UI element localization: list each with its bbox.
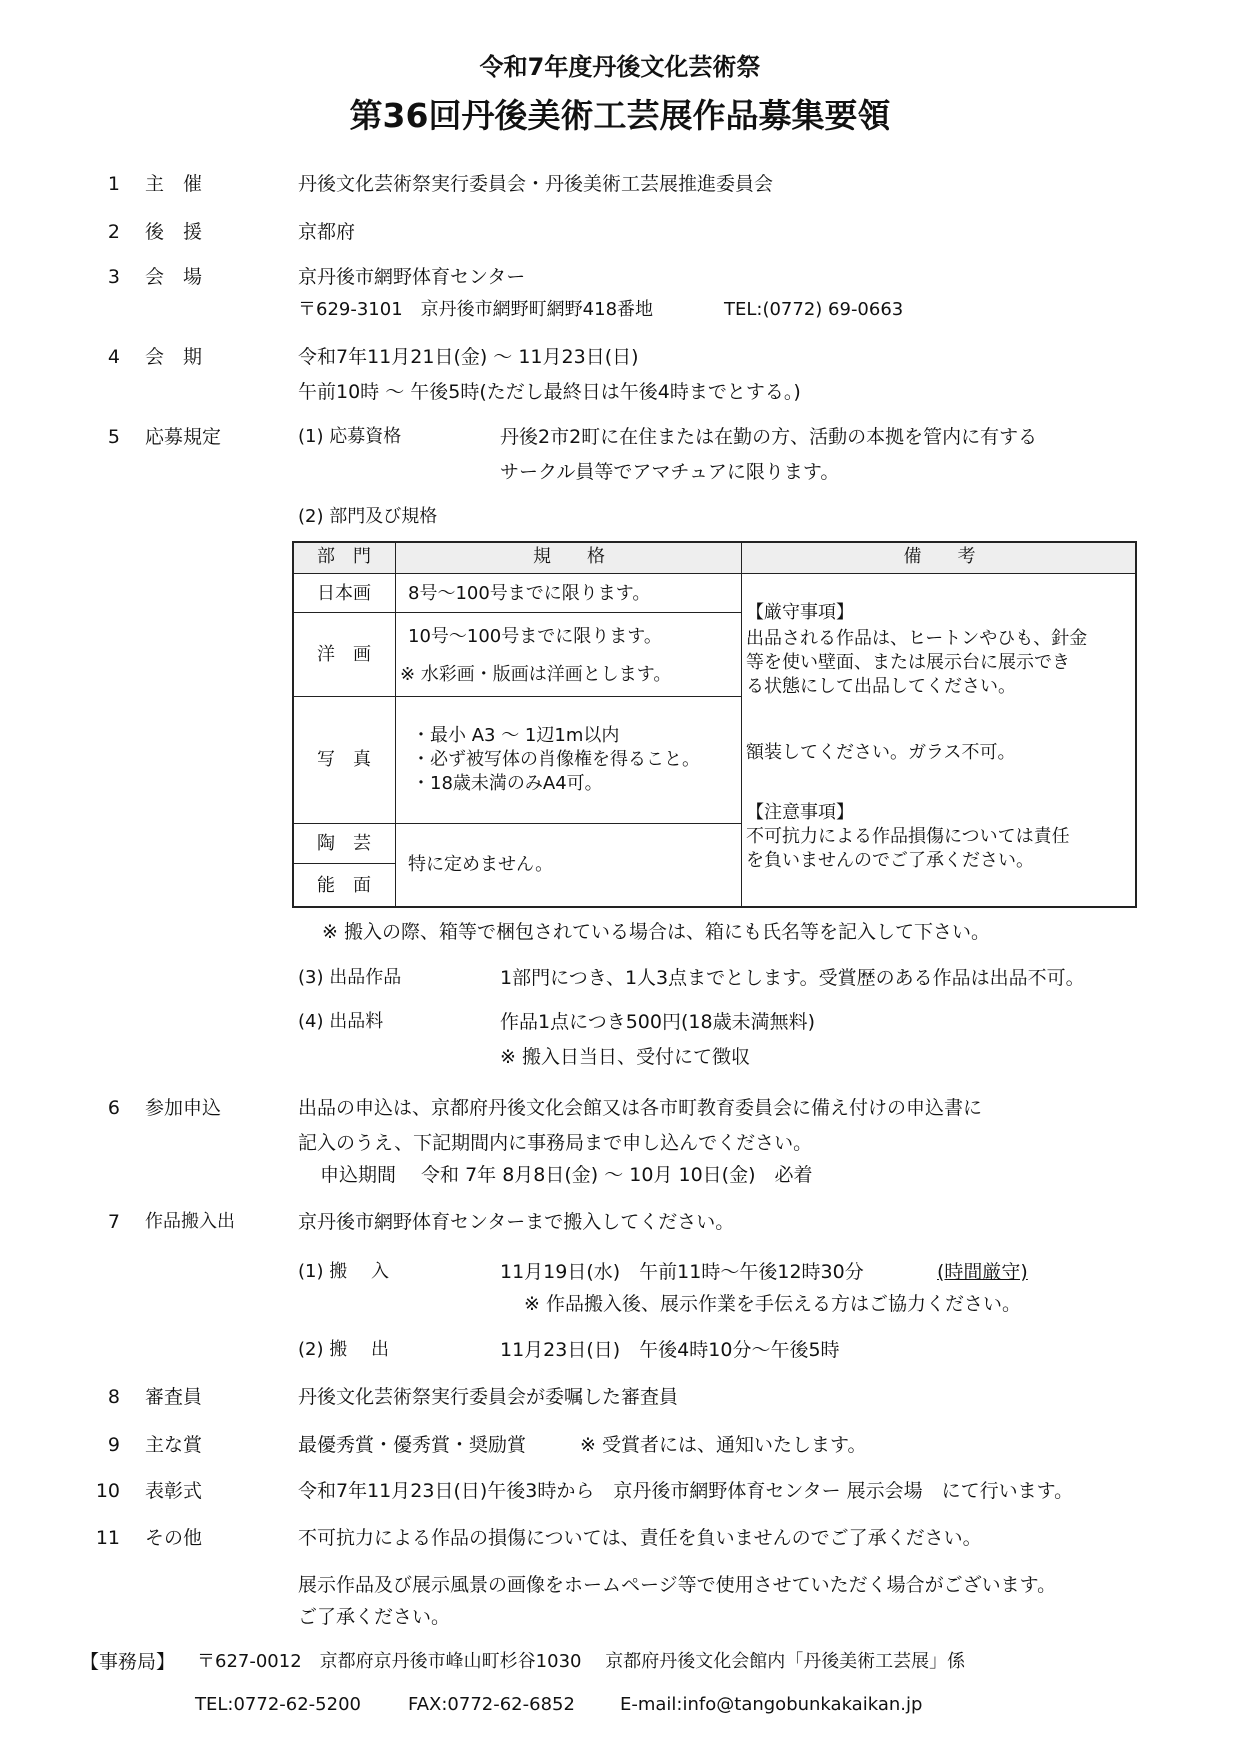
eligibility-label: (1) 応募資格 [298, 426, 402, 447]
spec-nihonga: 8号～100号までに限ります。 [408, 583, 651, 604]
packing-note: ※ 搬入の際、箱等で梱包されている場合は、箱にも氏名等を記入して下さい。 [322, 921, 990, 943]
application-text: 出品の申込は、京都府丹後文化会館又は各市町教育委員会に備え付けの申込書に [298, 1097, 983, 1119]
spec-photo-3: ・18歳未満のみA4可。 [412, 773, 603, 794]
office-label: 【事務局】 [80, 1651, 176, 1673]
remarks-strict-3: る状態にして出品してください。 [746, 676, 1016, 697]
item-label-delivery: 作品搬入出 [145, 1211, 235, 1232]
ceremony-text: 令和7年11月23日(日)午後3時から 京丹後市網野体育センター 展示会場 にて行います。 [298, 1480, 1074, 1502]
office-address: 〒627-0012 京都府京丹後市峰山町杉谷1030 京都府丹後文化会館内「丹後美術工芸展」係 [197, 1651, 966, 1672]
item-label-other: その他 [145, 1527, 203, 1549]
remarks-caution-1: 不可抗力による作品損傷については責任 [746, 826, 1070, 847]
spec-yoga: 10号～100号までに限ります。 [408, 626, 662, 647]
item-label-awards: 主な賞 [145, 1434, 203, 1456]
subtitle: 令和7年度丹後文化芸術祭 [479, 53, 761, 81]
fee-label: (4) 出品料 [298, 1011, 384, 1032]
delivery-in-strict: (時間厳守) [937, 1261, 1028, 1283]
fee-note: ※ 搬入日当日、受付にて徴収 [500, 1046, 750, 1068]
delivery-in-label: (1) 搬 入 [298, 1261, 389, 1282]
remarks-strict-1: 出品される作品は、ヒートンやひも、針金 [746, 628, 1088, 649]
entries-text: 1部門につき、1人3点までとします。受賞歴のある作品は出品不可。 [500, 967, 1085, 989]
spec-photo-1: ・最小 A3 ～ 1辺1m以内 [412, 725, 620, 746]
fee-text: 作品1点につき500円(18歳未満無料) [500, 1011, 815, 1033]
eligibility-text: 丹後2市2町に在住または在勤の方、活動の本拠を管内に有する [500, 426, 1038, 448]
item-text-host: 丹後文化芸術祭実行委員会・丹後美術工芸展推進委員会 [298, 173, 774, 195]
item-label-judges: 審査員 [145, 1386, 203, 1408]
item-number: 11 [95, 1527, 120, 1549]
item-number: 3 [107, 266, 120, 288]
item-label-application: 参加申込 [145, 1097, 222, 1119]
dept-nihonga: 日本画 [317, 583, 371, 604]
item-text-venue: 京丹後市網野体育センター [298, 266, 526, 288]
delivery-text: 京丹後市網野体育センターまで搬入してください。 [298, 1211, 735, 1233]
spec-no-rule: 特に定めません。 [408, 854, 554, 875]
table-header-dept: 部 門 [317, 546, 371, 567]
dept-noh: 能 面 [317, 875, 371, 896]
item-number: 1 [107, 173, 120, 195]
remarks-frame: 額装してください。ガラス不可。 [746, 742, 1016, 763]
item-number: 9 [107, 1434, 120, 1456]
eligibility-text-2: サークル員等でアマチュアに限ります。 [500, 461, 840, 483]
other-text: 不可抗力による作品の損傷については、責任を負いませんのでご了承ください。 [298, 1527, 982, 1549]
categories-label: (2) 部門及び規格 [298, 506, 438, 527]
delivery-in-note: ※ 作品搬入後、展示作業を手伝える方はご協力ください。 [524, 1293, 1021, 1315]
awards-text: 最優秀賞・優秀賞・奨励賞 [298, 1434, 527, 1456]
venue-address: 〒629-3101 京丹後市網野町網野418番地 [298, 299, 654, 320]
other-text-3: ご了承ください。 [298, 1606, 451, 1628]
item-label-host: 主 催 [145, 173, 203, 195]
item-number: 4 [107, 346, 120, 368]
item-number: 5 [107, 426, 120, 448]
delivery-out-label: (2) 搬 出 [298, 1339, 389, 1360]
item-label-venue: 会 場 [145, 266, 203, 288]
dept-ceramics: 陶 芸 [317, 833, 371, 854]
spec-photo-2: ・必ず被写体の肖像権を得ること。 [412, 749, 700, 770]
item-label-rules: 応募規定 [145, 426, 222, 448]
dept-photo: 写 真 [317, 749, 371, 770]
page-title: 第36回丹後美術工芸展作品募集要領 [349, 96, 891, 135]
other-text-2: 展示作品及び展示風景の画像をホームページ等で使用させていただく場合がございます。 [298, 1574, 1057, 1596]
item-number: 7 [107, 1211, 120, 1233]
application-deadline: 申込期間 令和 7年 8月8日(金) ～ 10月 10日(金) 必着 [320, 1164, 813, 1186]
delivery-out-text: 11月23日(日) 午後4時10分～午後5時 [500, 1339, 840, 1361]
venue-tel: TEL:(0772) 69-0663 [724, 299, 904, 320]
remarks-strict-title: 【厳守事項】 [746, 602, 854, 623]
office-fax: FAX:0772-62-6852 [408, 1694, 575, 1715]
item-label-support: 後 援 [145, 221, 203, 243]
dept-yoga: 洋 画 [317, 644, 371, 665]
item-label-ceremony: 表彰式 [145, 1480, 203, 1502]
office-email[interactable]: E-mail:info@tangobunkakaikan.jp [620, 1694, 923, 1715]
spec-yoga-note: ※ 水彩画・版画は洋画とします。 [400, 664, 672, 685]
item-number: 8 [107, 1386, 120, 1408]
item-number: 10 [95, 1480, 120, 1502]
period-hours: 午前10時 ～ 午後5時(ただし最終日は午後4時までとする。) [298, 381, 801, 403]
period-dates: 令和7年11月21日(金) ～ 11月23日(日) [298, 346, 639, 368]
item-text-support: 京都府 [298, 221, 356, 243]
remarks-caution-2: を負いませんのでご了承ください。 [746, 850, 1034, 871]
application-text-2: 記入のうえ、下記期間内に事務局まで申し込んでください。 [298, 1132, 813, 1154]
judges-text: 丹後文化芸術祭実行委員会が委嘱した審査員 [298, 1386, 679, 1408]
office-tel: TEL:0772-62-5200 [195, 1694, 361, 1715]
remarks-strict-2: 等を使い壁面、または展示台に展示でき [746, 652, 1070, 673]
item-label-period: 会 期 [145, 346, 203, 368]
table-header-remarks: 備 考 [903, 546, 976, 567]
table-header-spec: 規 格 [533, 546, 605, 567]
item-number: 6 [107, 1097, 120, 1119]
entries-label: (3) 出品作品 [298, 967, 402, 988]
item-number: 2 [107, 221, 120, 243]
remarks-caution-title: 【注意事項】 [746, 802, 854, 823]
delivery-in-text: 11月19日(水) 午前11時～午後12時30分 [500, 1261, 864, 1283]
awards-note: ※ 受賞者には、通知いたします。 [580, 1434, 867, 1456]
